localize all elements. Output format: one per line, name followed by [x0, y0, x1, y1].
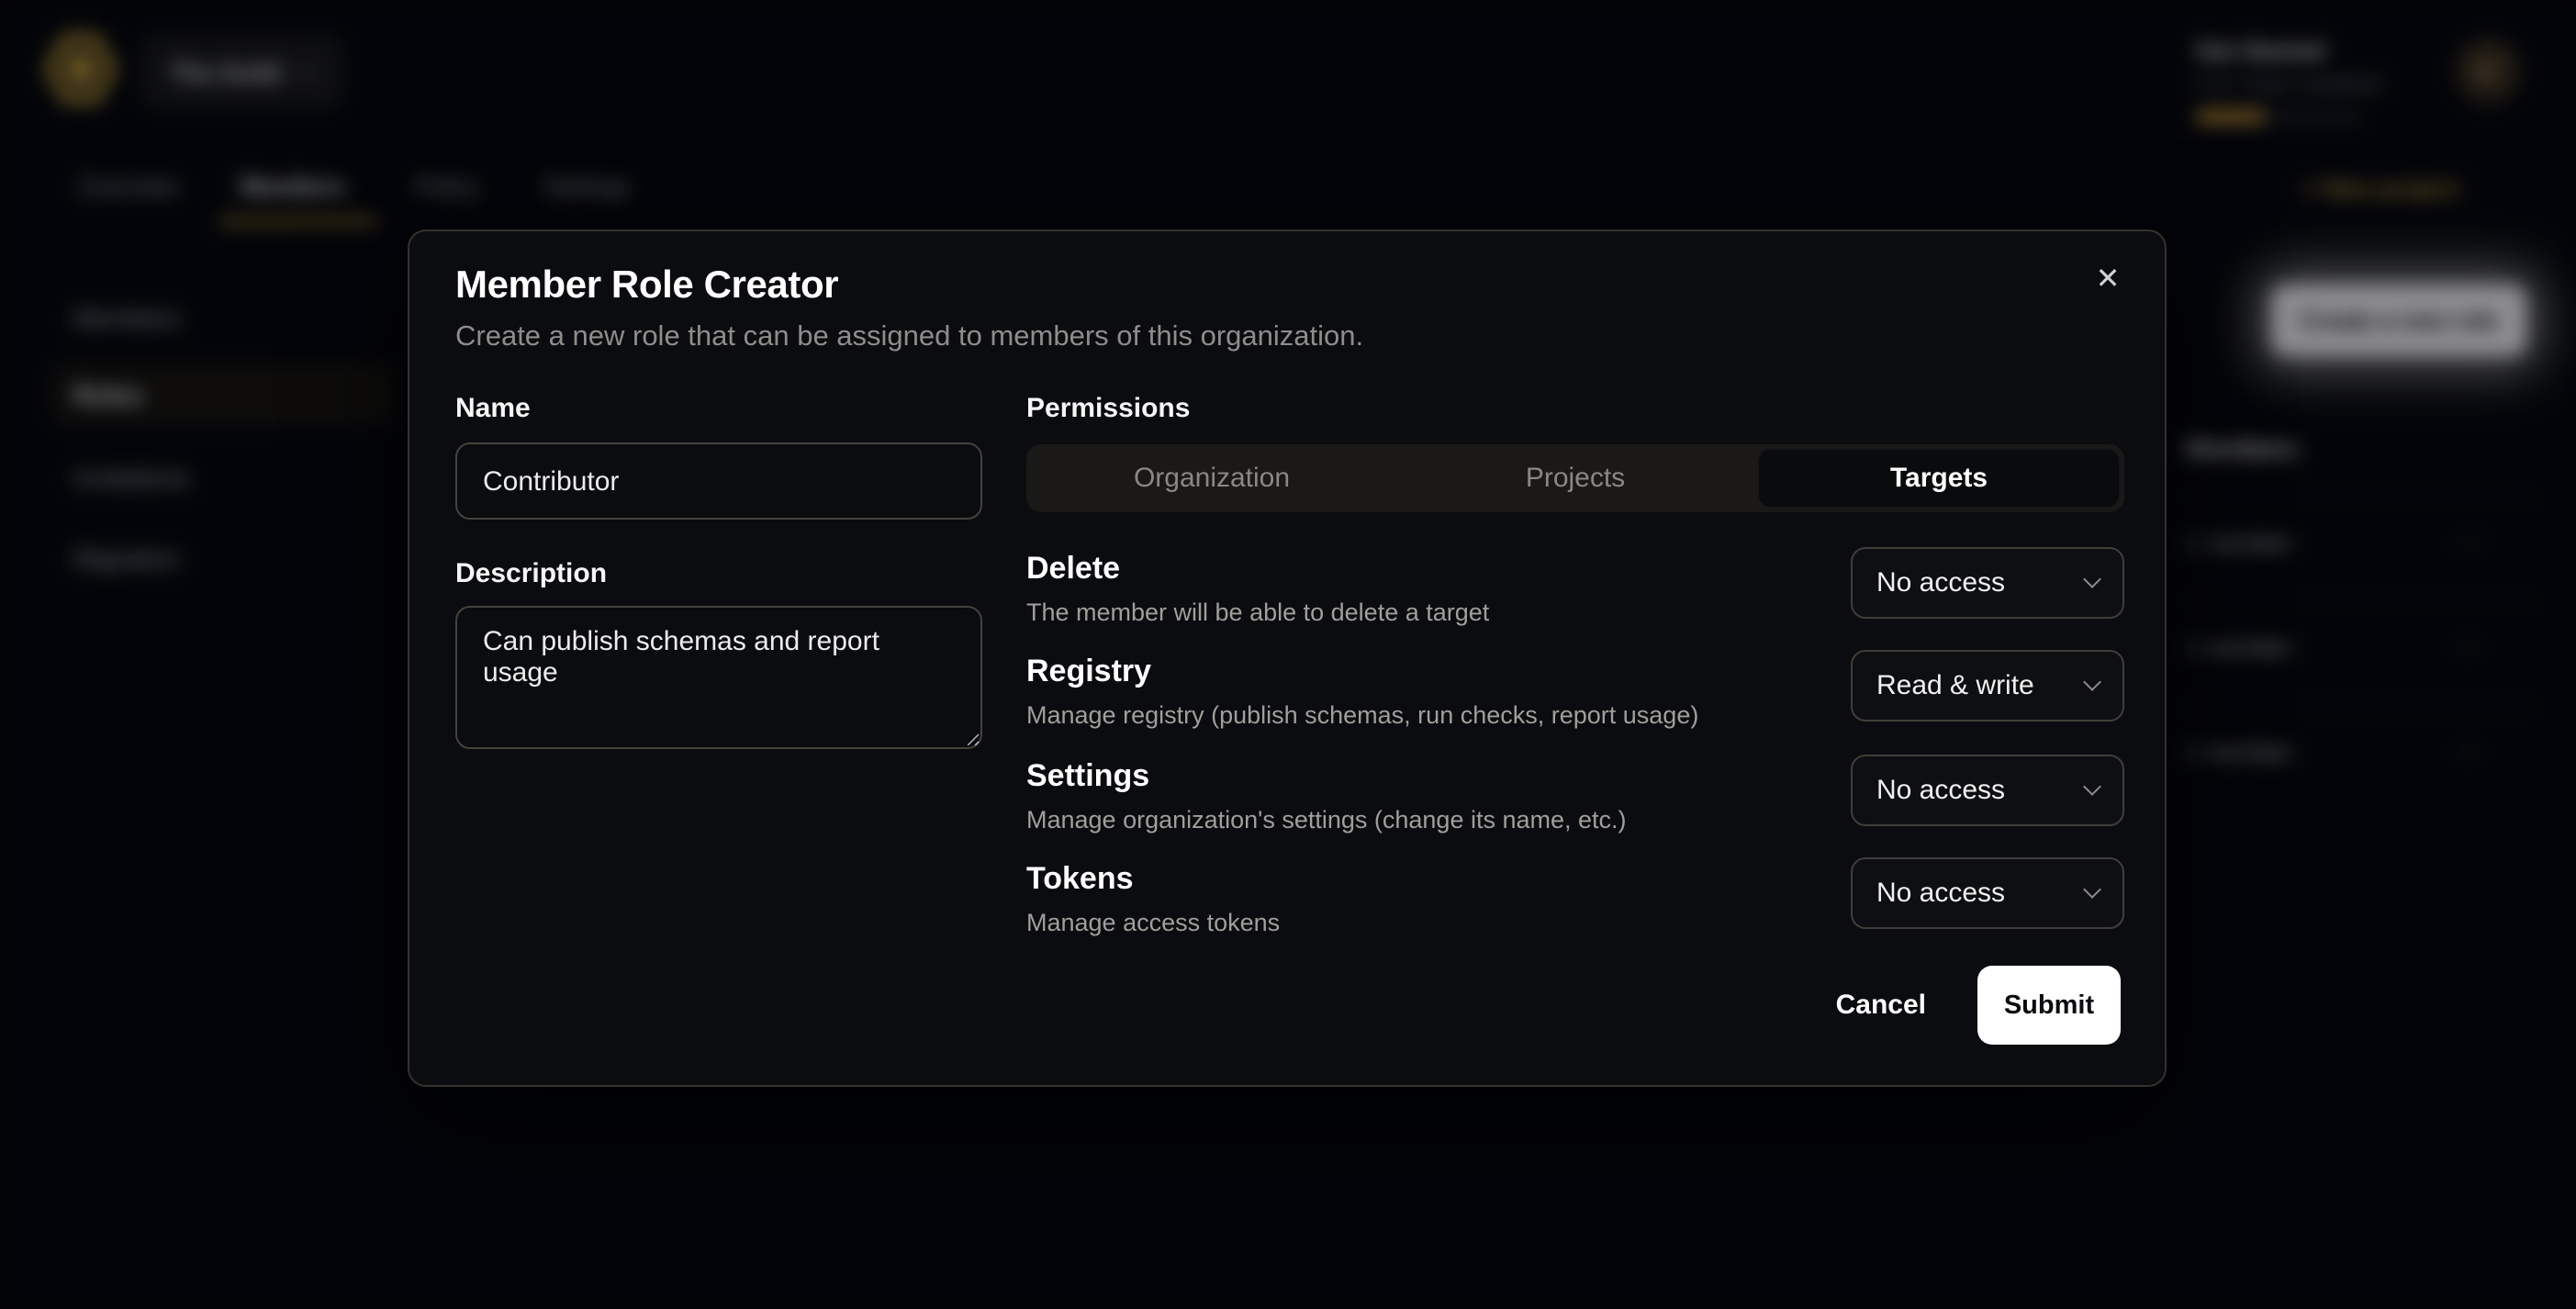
role-row-menu-icon[interactable]: ⋯ [2457, 632, 2482, 659]
close-icon[interactable]: ✕ [2088, 261, 2128, 301]
role-row-members-count: 1 member [2185, 633, 2293, 661]
role-row-members-count: 1 member [2185, 738, 2293, 766]
description-textarea[interactable] [455, 606, 982, 749]
get-started-subtitle: 4 of 7 steps completed [2196, 75, 2381, 95]
modal-subtitle: Create a new role that can be assigned to members of this organization. [455, 321, 1364, 352]
role-row-menu-icon[interactable]: ⋯ [2457, 527, 2482, 554]
permissions-tabs [1026, 444, 2124, 512]
permissions-label: Permissions [1026, 393, 1191, 424]
permission-title: Registry [1026, 654, 1152, 688]
chevron-down-icon [2083, 571, 2101, 589]
tab-policy[interactable]: Policy [415, 173, 479, 200]
description-label: Description [455, 558, 608, 589]
permission-select-registry[interactable] [1851, 650, 2124, 721]
name-label: Name [455, 393, 531, 424]
sidebar-item-migration[interactable]: Migration [73, 543, 180, 573]
chevron-down-icon [2083, 881, 2101, 900]
permission-row-tokens [1026, 857, 2124, 949]
permission-description: Manage registry (publish schemas, run checks, report usage) [1026, 701, 1699, 729]
member-role-creator-modal [408, 229, 2167, 1087]
create-role-button[interactable]: Create a new role [2271, 285, 2526, 356]
tab-settings[interactable]: Settings [543, 173, 630, 200]
sidebar-item-roles[interactable]: Roles [73, 380, 144, 409]
permission-select-delete[interactable] [1851, 547, 2124, 618]
permission-title: Delete [1026, 551, 1121, 586]
tab-overview[interactable]: Overview [79, 173, 179, 200]
permission-title: Settings [1026, 758, 1150, 793]
permission-title: Tokens [1026, 861, 1134, 896]
selected-value: No access [1876, 877, 2006, 909]
selected-value: No access [1876, 566, 2006, 599]
new-project-button[interactable]: + New project [2302, 174, 2458, 202]
org-name: The Guild [171, 58, 281, 85]
permission-select-settings[interactable] [1851, 755, 2124, 825]
sidebar-item-invitations[interactable]: Invitations [73, 463, 190, 492]
tab-members[interactable]: Members [241, 173, 346, 200]
modal-footer [1810, 966, 2121, 1045]
permissions-tab-projects[interactable]: Projects [1525, 463, 1626, 494]
get-started-title: Get Started [2196, 37, 2325, 64]
permission-row-delete [1026, 547, 2124, 639]
chevron-down-icon [2083, 778, 2101, 797]
modal-title: Member Role Creator [455, 264, 839, 307]
role-row-menu-icon[interactable]: ⋯ [2457, 736, 2482, 764]
sidebar-item-members[interactable]: Members [73, 303, 181, 332]
submit-button[interactable]: Submit [1977, 966, 2121, 1045]
selected-value: Read & write [1876, 669, 2034, 701]
name-input[interactable] [455, 442, 982, 520]
permission-row-settings [1026, 755, 2124, 846]
permission-select-tokens[interactable] [1851, 857, 2124, 928]
permission-description: The member will be able to delete a target [1026, 599, 1490, 626]
permissions-tab-targets[interactable]: Targets [1757, 448, 2121, 509]
permission-description: Manage organization's settings (change its name, etc.) [1026, 806, 1627, 834]
role-row-members-count: 1 member [2185, 529, 2293, 556]
permissions-tab-organization[interactable]: Organization [1133, 463, 1291, 494]
selected-value: No access [1876, 774, 2006, 806]
permission-row-registry [1026, 650, 2124, 742]
chevron-down-icon [2083, 674, 2101, 692]
members-column-heading: Members [2185, 433, 2298, 463]
cancel-button[interactable]: Cancel [1810, 971, 1952, 1039]
permission-description: Manage access tokens [1026, 909, 1281, 936]
